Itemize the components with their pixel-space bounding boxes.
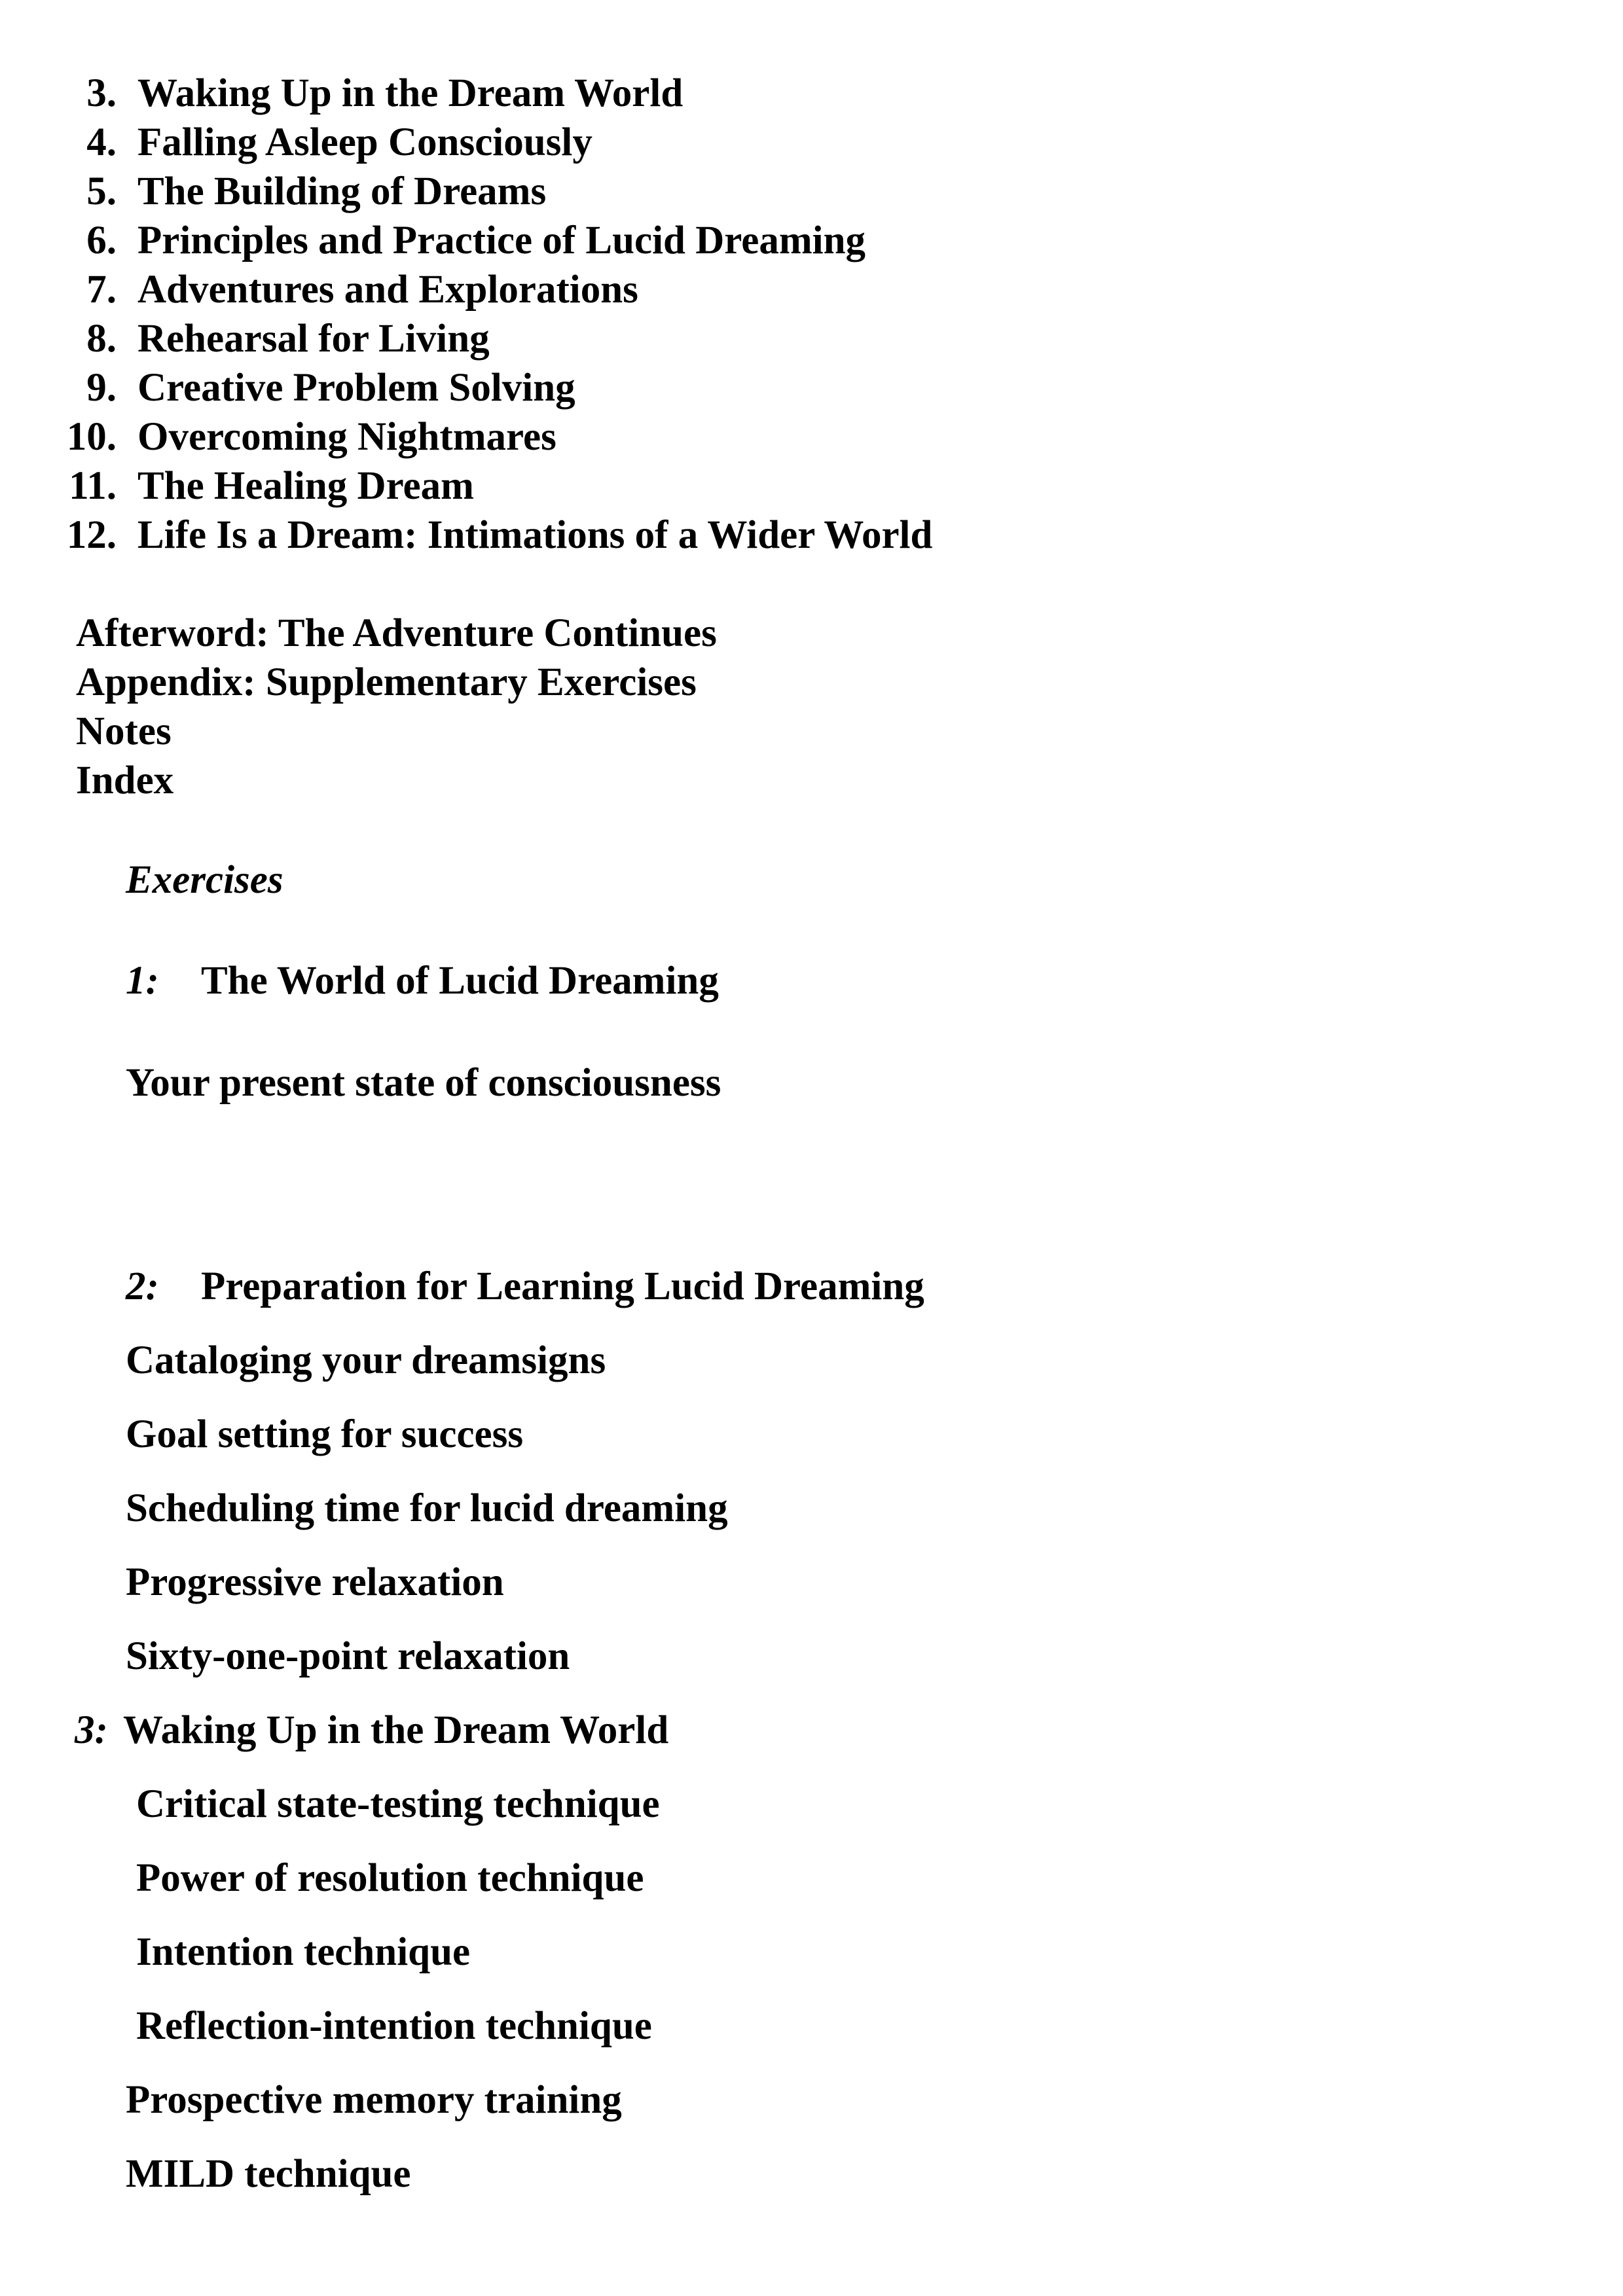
exercise-item: MILD technique — [126, 2152, 411, 2196]
exercise-item: Critical state-testing technique — [136, 1782, 660, 1826]
chapter-number: 9. — [86, 366, 117, 410]
chapter-number: 6. — [86, 219, 117, 262]
chapter-title: Life Is a Dream: Intimations of a Wider World — [137, 513, 933, 557]
chapter-number: 7. — [86, 268, 117, 312]
chapter-number: 3. — [86, 71, 117, 115]
chapter-title: Overcoming Nightmares — [137, 415, 556, 459]
exercise-item: Intention technique — [136, 1930, 471, 1974]
exercise-item: Your present state of consciousness — [126, 1061, 721, 1105]
exercise-item: Scheduling time for lucid dreaming — [126, 1486, 728, 1530]
chapter-number: 11. — [69, 464, 117, 508]
chapter-title: Waking Up in the Dream World — [137, 71, 684, 115]
section-title: Preparation for Learning Lucid Dreaming — [201, 1265, 924, 1308]
chapter-number: 8. — [86, 317, 117, 361]
chapter-title: Creative Problem Solving — [137, 366, 575, 410]
exercise-item: Cataloging your dreamsigns — [126, 1338, 606, 1382]
chapter-title: Falling Asleep Consciously — [137, 120, 593, 164]
chapter-number: 12. — [66, 513, 117, 557]
exercise-item: Power of resolution technique — [136, 1856, 644, 1900]
exercise-item: Sixty-one-point relaxation — [126, 1634, 570, 1678]
chapter-number: 5. — [86, 170, 117, 213]
exercise-item: Goal setting for success — [126, 1412, 524, 1456]
chapter-title: Rehearsal for Living — [137, 317, 490, 361]
section-title: The World of Lucid Dreaming — [201, 959, 719, 1003]
chapter-title: Principles and Practice of Lucid Dreaming — [137, 219, 866, 262]
section-number: 1: — [126, 959, 159, 1003]
chapter-title: Adventures and Explorations — [137, 268, 638, 312]
section-title: Waking Up in the Dream World — [123, 1708, 669, 1752]
chapter-title: The Building of Dreams — [137, 170, 547, 213]
chapter-number: 10. — [66, 415, 117, 459]
chapter-number: 4. — [86, 120, 117, 164]
back-matter-entry: Afterword: The Adventure Continues — [76, 611, 717, 655]
exercise-item: Prospective memory training — [126, 2078, 622, 2122]
back-matter-entry: Notes — [76, 709, 172, 753]
back-matter-entry: Index — [76, 759, 174, 802]
exercises-heading: Exercises — [126, 858, 283, 902]
exercise-item: Reflection-intention technique — [136, 2004, 652, 2048]
back-matter-entry: Appendix: Supplementary Exercises — [76, 660, 697, 704]
section-number: 3: — [75, 1708, 108, 1752]
exercise-item: Progressive relaxation — [126, 1560, 504, 1604]
section-number: 2: — [126, 1265, 159, 1308]
chapter-title: The Healing Dream — [137, 464, 474, 508]
